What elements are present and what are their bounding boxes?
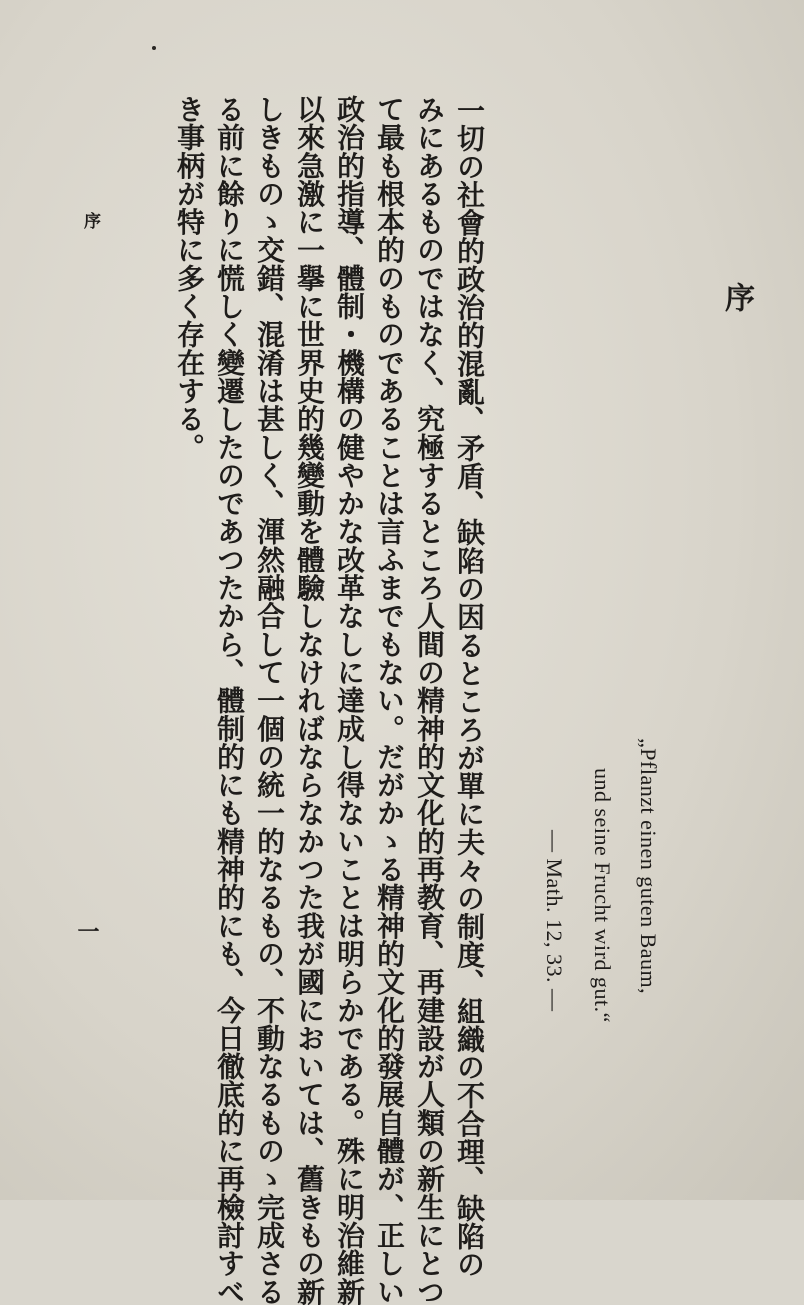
- body-line-5: 以來急激に一擧に世界史的幾變動を體驗しなければならなかつた我が國においては、舊きもの新: [292, 95, 325, 1305]
- body-line-2: みにあるものではなく、究極するところ人間の精神的文化的再教育、再建設が人類の新生にとつ: [412, 95, 445, 1305]
- epigraph-line-2: und seine Frucht wird gut.“: [590, 768, 615, 1023]
- body-line-7: る前に餘りに慌しく變遷したのであつたから、體制的にも精神的にも、今日徹底的に再檢討すべ: [212, 95, 245, 1305]
- page-number: 一: [74, 920, 100, 942]
- body-line-6: しきものゝ交錯、混淆は甚しく、渾然融合して一個の統一的なるもの、不動なるものゝ完成さる: [252, 95, 285, 1305]
- body-line-1: 一切の社會的政治的混亂、矛盾、缺陷の因るところが單に夫々の制度、組織の不合理、缺陷の: [452, 96, 485, 1279]
- body-line-3: て最も根本的のものであることは言ふまでもない。だがかゝる精神的文化的發展自體が、正しい: [372, 95, 405, 1305]
- epigraph-line-1: „Pflanzt einen guten Baum,: [636, 738, 661, 995]
- body-line-8: き事柄が特に多く存在する。: [172, 95, 205, 461]
- epigraph-citation: — Math. 12, 33. —: [542, 830, 567, 1012]
- chapter-title: 序: [719, 282, 754, 312]
- running-head: 序: [80, 212, 100, 229]
- ink-speck: [152, 46, 156, 50]
- body-line-4: 政治的指導、體制・機構の健やかな改革なしに達成し得ないことは明らかである。殊に明治維新: [332, 95, 365, 1305]
